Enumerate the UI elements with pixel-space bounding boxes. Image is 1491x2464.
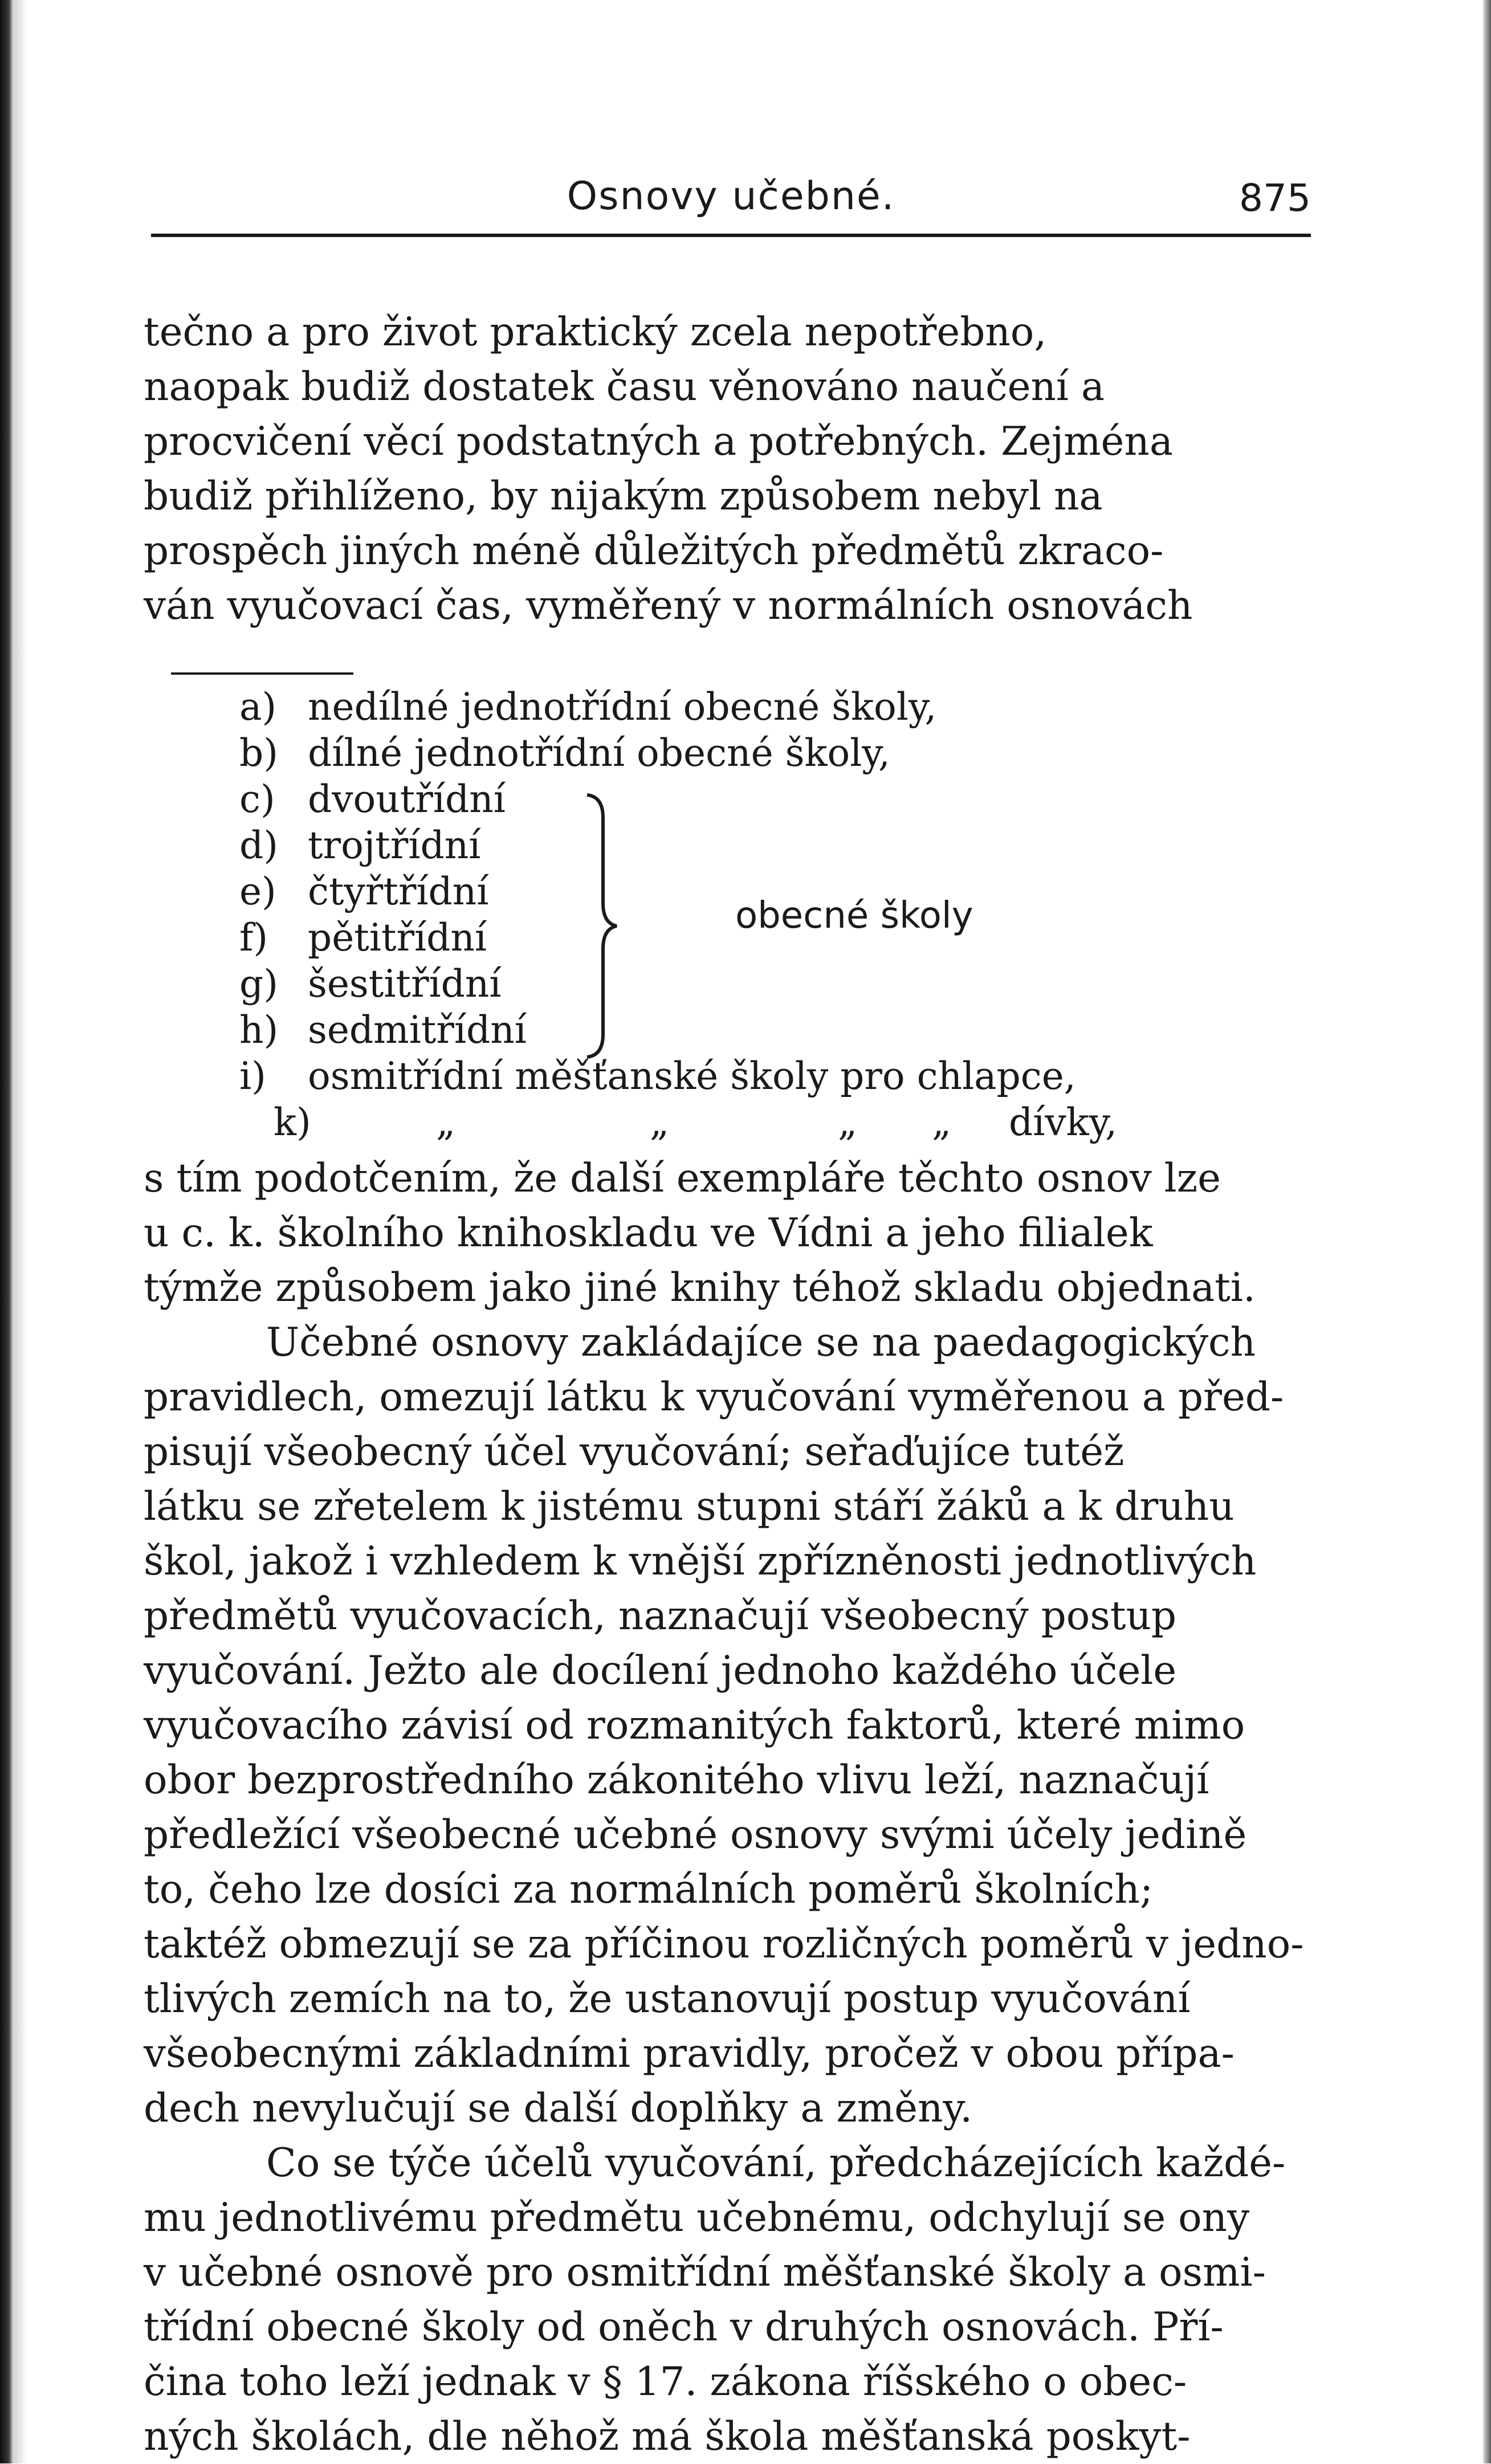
list-text: dílné jednotřídní obecné školy, xyxy=(308,731,890,775)
list-label: e) xyxy=(239,870,276,913)
list-label: g) xyxy=(239,962,278,1006)
list-label: i) xyxy=(239,1054,266,1098)
short-rule xyxy=(171,672,353,675)
list-item xyxy=(239,822,1322,868)
list-item xyxy=(239,1007,1322,1053)
ditto-mark: „ xyxy=(650,1100,670,1144)
list-label: b) xyxy=(239,731,278,775)
list-item xyxy=(239,961,1322,1007)
list-label: c) xyxy=(239,777,275,821)
list-text: šestitřídní xyxy=(308,962,502,1006)
list-text: dívky, xyxy=(1009,1100,1118,1144)
paragraph-continued xyxy=(144,305,1312,633)
list-label: h) xyxy=(239,1008,279,1052)
text-line: mu jednotlivému předmětu učebnému, odchylují se ony xyxy=(144,2195,1250,2241)
text-line: taktéž obmezují se za příčinou rozličných poměrů v jedno- xyxy=(144,1922,1304,1967)
ditto-mark: „ xyxy=(436,1100,456,1144)
text-line: prospěch jiných méně důležitých předmětů zkraco- xyxy=(144,528,1164,574)
page-number: 875 xyxy=(1239,176,1311,220)
list-label: d) xyxy=(239,823,278,867)
curly-brace-icon xyxy=(581,792,621,1060)
text-line: čina toho leží jednak v § 17. zákona říšského o obec- xyxy=(144,2359,1187,2405)
page-header xyxy=(151,168,1311,231)
list-item xyxy=(239,730,1322,776)
text-line: v učebné osnově pro osmitřídní měšťanské školy a osmi- xyxy=(144,2250,1266,2295)
header-rule xyxy=(151,234,1311,237)
list-text: dvoutřídní xyxy=(308,777,506,821)
list-item xyxy=(239,1053,1322,1099)
brace-path xyxy=(587,795,617,1057)
list-item-ditto xyxy=(239,1099,1322,1145)
list-text: osmitřídní měšťanské školy pro chlapce, xyxy=(308,1054,1076,1098)
list-label: a) xyxy=(239,685,277,729)
text-line: předležící všeobecné učebné osnovy svými účely jedině xyxy=(144,1812,1247,1858)
list-item xyxy=(239,776,1322,822)
text-line: všeobecnými základními pravidly, pročež v obou přípa- xyxy=(144,2031,1235,2077)
page-right-edge xyxy=(1483,0,1491,2463)
text-line: to, čeho lze dosíci za normálních poměrů školních; xyxy=(144,1867,1154,1912)
text-line: škol, jakož i vzhledem k vnější zpřízněnosti jednotlivých xyxy=(144,1539,1257,1584)
list-text: trojtřídní xyxy=(308,823,481,867)
text-line: týmže způsobem jako jiné knihy téhož skladu objednati. xyxy=(144,1265,1256,1311)
text-line: u c. k. školního knihoskladu ve Vídni a jeho filialek xyxy=(144,1210,1153,1256)
list-text: sedmitřídní xyxy=(308,1008,527,1052)
text-line: látku se zřetelem k jistému stupni stáří žáků a k druhu xyxy=(144,1484,1235,1529)
text-line: ván vyučovací čas, vyměřený v normálních osnovách xyxy=(144,583,1193,629)
text-line: Učebné osnovy zakládajíce se na paedagogických xyxy=(266,1320,1256,1365)
brace-group-label: obecné školy xyxy=(735,895,973,937)
ditto-mark: „ xyxy=(838,1100,858,1144)
text-line: Co se týče účelů vyučování, předcházejících každé- xyxy=(266,2140,1286,2186)
text-line: tečno a pro život praktický zcela nepotřebno, xyxy=(144,309,1047,355)
text-line: pravidlech, omezují látku k vyučování vyměřenou a před- xyxy=(144,1374,1284,1420)
gutter-shadow xyxy=(13,0,27,2463)
list-label: f) xyxy=(239,916,268,960)
list-item xyxy=(239,684,1322,730)
text-line: s tím podotčením, že další exempláře těchto osnov lze xyxy=(144,1156,1221,1201)
running-title: Osnovy učebné. xyxy=(567,174,895,219)
text-line: procvičení věcí podstatných a potřebných. Zejména xyxy=(144,419,1173,464)
text-line: předmětů vyučovacích, naznačují všeobecný postup xyxy=(144,1593,1177,1639)
text-line: naopak budiž dostatek času věnováno naučení a xyxy=(144,364,1105,410)
list-text: čtyřtřídní xyxy=(308,870,489,913)
ditto-mark: „ xyxy=(932,1100,952,1144)
text-line: vyučování. Ježto ale docílení jednoho každého účele xyxy=(144,1648,1177,1694)
list-text: pětitřídní xyxy=(308,916,487,960)
text-line: vyučovacího závisí od rozmanitých faktorů, které mimo xyxy=(144,1703,1245,1748)
text-line: třídní obecné školy od oněch v druhých osnovách. Pří- xyxy=(144,2304,1224,2350)
text-line: pisují všeobecný účel vyučování; seřaďujíce tutéž xyxy=(144,1429,1125,1475)
list-text: nedílné jednotřídní obecné školy, xyxy=(308,685,937,729)
text-line: dech nevylučují se další doplňky a změny. xyxy=(144,2086,973,2131)
body-text xyxy=(144,1151,1312,2464)
list-label: k) xyxy=(274,1100,311,1144)
text-line: budiž přihlíženo, by nijakým způsobem nebyl na xyxy=(144,474,1103,519)
text-line: obor bezprostředního zákonitého vlivu leží, naznačují xyxy=(144,1757,1209,1803)
book-spine-edge xyxy=(0,0,13,2463)
text-line: ných školách, dle něhož má škola měšťanská poskyt- xyxy=(144,2414,1191,2459)
text-line: tlivých zemích na to, že ustanovují postup vyučování xyxy=(144,1976,1191,2022)
